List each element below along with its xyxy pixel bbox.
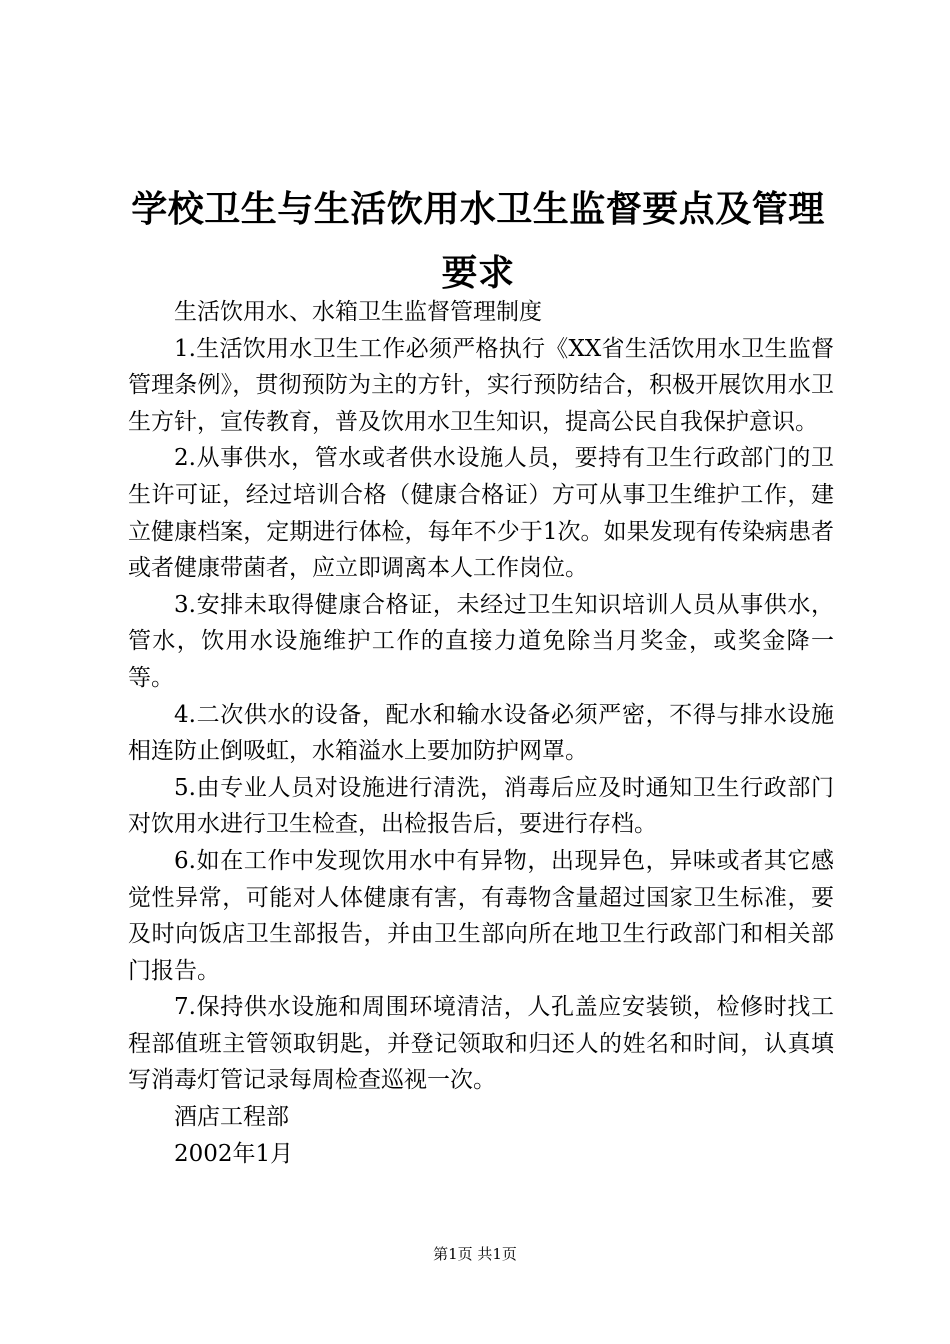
paragraph-1: 1.生活饮用水卫生工作必须严格执行《XX省生活饮用水卫生监督管理条例》，贯彻预防为主的方针，实行预防结合，积极开展饮用水卫生方针，宣传教育，普及饮用水卫生知识，提高公民自我保护意识。 bbox=[128, 335, 834, 435]
document-date: 2002年1月 bbox=[174, 1140, 294, 1167]
section-heading: 生活饮用水、水箱卫生监督管理制度 bbox=[174, 299, 542, 325]
paragraph-6: 6.如在工作中发现饮用水中有异物，出现异色，异味或者其它感觉性异常，可能对人体健康有害，有毒物含量超过国家卫生标准，要及时向饭店卫生部报告，并由卫生部向所在地卫生行政部门和相关部门报告。 bbox=[128, 847, 834, 984]
paragraph-4: 4.二次供水的设备，配水和输水设备必须严密，不得与排水设施相连防止倒吸虹，水箱溢水上要加防护网罩。 bbox=[128, 701, 834, 765]
paragraph-3: 3.安排未取得健康合格证，未经过卫生知识培训人员从事供水，管水，饮用水设施维护工作的直接力道免除当月奖金，或奖金降一等。 bbox=[128, 591, 834, 691]
document-title: 学校卫生与生活饮用水卫生监督要点及管理要求 bbox=[131, 189, 825, 294]
document-body bbox=[128, 294, 834, 1172]
signature: 酒店工程部 bbox=[174, 1104, 289, 1131]
page-number-footer: 第1页 共1页 bbox=[433, 1245, 517, 1263]
paragraph-7: 7.保持供水设施和周围环境清洁，人孔盖应安装锁，检修时找工程部值班主管领取钥匙，并登记领取和归还人的姓名和时间，认真填写消毒灯管记录每周检查巡视一次。 bbox=[128, 994, 834, 1094]
paragraph-2: 2.从事供水，管水或者供水设施人员，要持有卫生行政部门的卫生许可证，经过培训合格（健康合格证）方可从事卫生维护工作，建立健康档案，定期进行体检，每年不少于1次。如果发现有传染病患者或者健康带菌者，应立即调离本人工作岗位。 bbox=[128, 445, 834, 582]
paragraph-5: 5.由专业人员对设施进行清洗，消毒后应及时通知卫生行政部门对饮用水进行卫生检查，出检报告后，要进行存档。 bbox=[128, 774, 834, 838]
